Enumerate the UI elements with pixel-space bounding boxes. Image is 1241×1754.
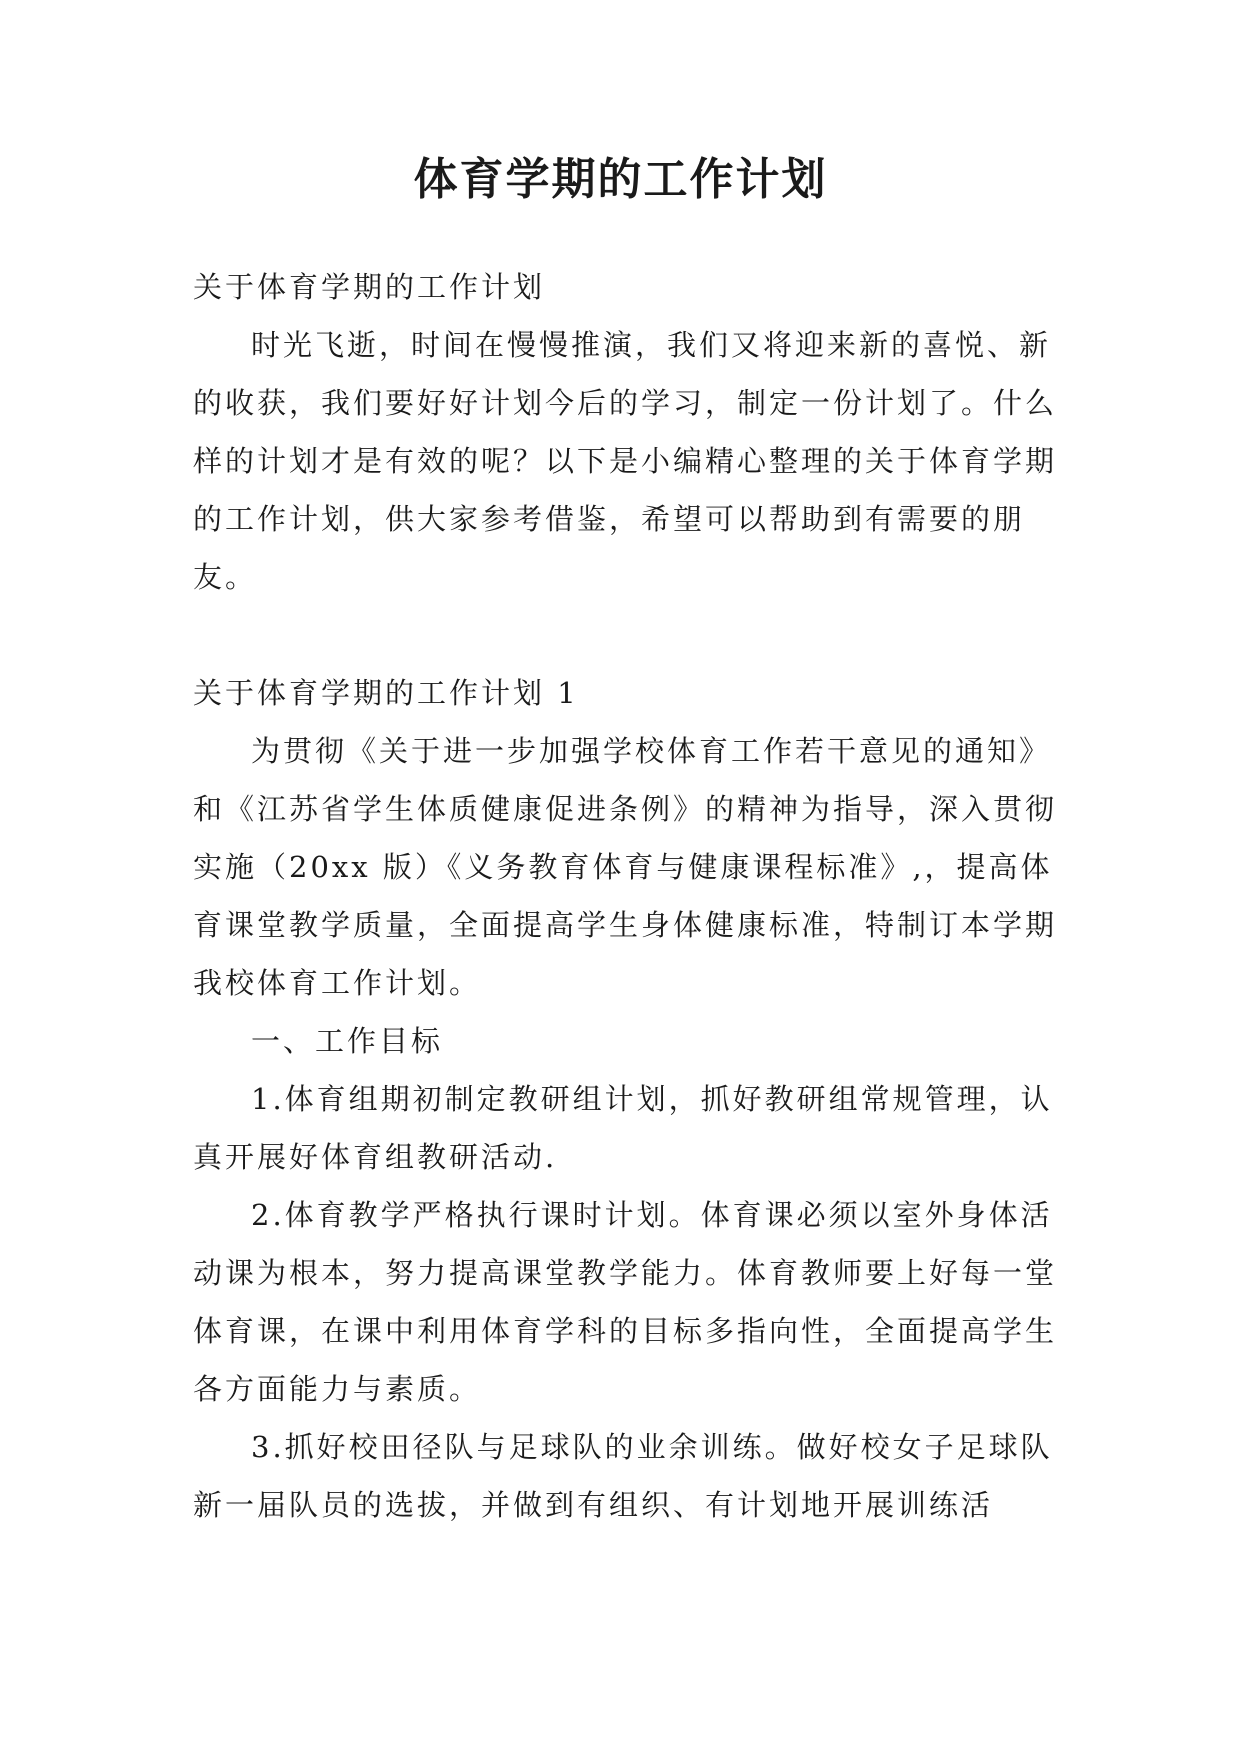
goal-item-2: 2.体育教学严格执行课时计划。体育课必须以室外身体活动课为根本，努力提高课堂教学能力。体育教师要上好每一堂体育课，在课中利用体育学科的目标多指向性，全面提高学生各方面能力与素质。 xyxy=(193,1198,1058,1406)
intro-paragraph: 时光飞逝，时间在慢慢推演，我们又将迎来新的喜悦、新的收获，我们要好好计划今后的学习，制定一份计划了。什么样的计划才是有效的呢？以下是小编精心整理的关于体育学期的工作计划，供大家参考借鉴，希望可以帮助到有需要的朋友。 xyxy=(193,328,1058,594)
document-title: 体育学期的工作计划 xyxy=(413,154,828,205)
intro-heading: 关于体育学期的工作计划 xyxy=(193,270,546,304)
goal-item-3: 3.抓好校田径队与足球队的业余训练。做好校女子足球队新一届队员的选拔，并做到有组织、有计划地开展训练活 xyxy=(193,1430,1053,1522)
goals-heading: 一、工作目标 xyxy=(251,1024,444,1058)
goal-item-1: 1.体育组期初制定教研组计划，抓好教研组常规管理，认真开展好体育组教研活动. xyxy=(193,1082,1053,1174)
section-1-heading: 关于体育学期的工作计划 1 xyxy=(193,676,579,710)
document-body xyxy=(193,258,1073,1534)
section-1-paragraph: 为贯彻《关于进一步加强学校体育工作若干意见的通知》和《江苏省学生体质健康促进条例》的精神为指导，深入贯彻实施（20xx 版）《义务教育体育与健康课程标准》,，提高体育课堂教学质量，全面提高学生身体健康标准，特制订本学期我校体育工作计划。 xyxy=(193,734,1058,1000)
